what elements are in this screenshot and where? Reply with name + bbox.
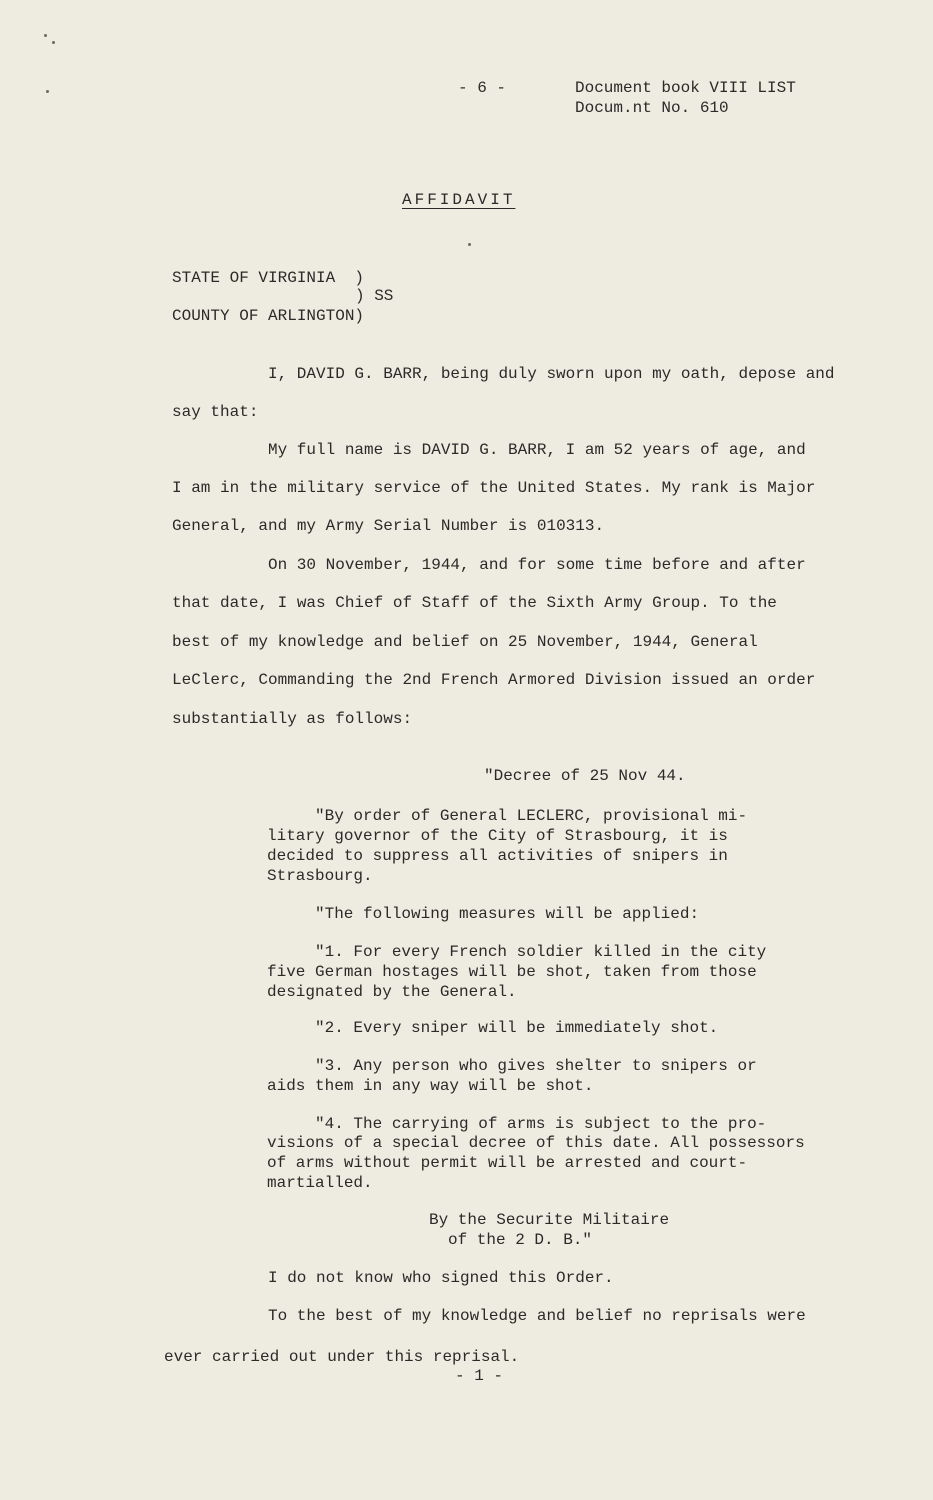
scan-speck <box>46 90 49 93</box>
decree-line: martialled. <box>267 1174 373 1192</box>
decree-line: aids them in any way will be shot. <box>267 1077 594 1095</box>
page-marker: - 6 - <box>458 79 507 97</box>
document-number: Docum.nt No. 610 <box>575 99 729 117</box>
decree-line: Strasbourg. <box>267 867 373 885</box>
venue-county: COUNTY OF ARLINGTON) <box>172 307 365 325</box>
closing-line: To the best of my knowledge and belief no reprisals were <box>268 1307 806 1325</box>
document-book: Document book VIII LIST <box>575 79 796 97</box>
body-line: I, DAVID G. BARR, being duly sworn upon my oath, depose and <box>268 365 835 383</box>
decree-line: "1. For every French soldier killed in the city <box>315 943 767 961</box>
body-line: say that: <box>172 403 259 421</box>
decree-line: designated by the General. <box>267 983 517 1001</box>
decree-line: five German hostages will be shot, taken from those <box>267 963 757 981</box>
decree-line: decided to suppress all activities of snipers in <box>267 847 728 865</box>
closing-line: I do not know who signed this Order. <box>268 1269 614 1287</box>
venue-ss: ) SS <box>355 287 394 305</box>
scan-speck <box>52 41 55 44</box>
decree-signature: of the 2 D. B." <box>448 1231 593 1249</box>
decree-heading: "Decree of 25 Nov 44. <box>484 767 686 785</box>
scan-speck <box>44 34 47 37</box>
body-line: LeClerc, Commanding the 2nd French Armored Division issued an order <box>172 671 816 689</box>
decree-signature: By the Securite Militaire <box>429 1211 670 1229</box>
body-line: best of my knowledge and belief on 25 November, 1944, General <box>172 633 758 651</box>
scan-speck <box>468 243 471 246</box>
closing-line: ever carried out under this reprisal. <box>164 1348 520 1366</box>
decree-line: litary governor of the City of Strasbourg, it is <box>267 827 728 845</box>
body-line: I am in the military service of the United States. My rank is Major <box>172 479 816 497</box>
decree-line: "3. Any person who gives shelter to snipers or <box>315 1057 757 1075</box>
body-line: On 30 November, 1944, and for some time before and after <box>268 556 806 574</box>
body-line: General, and my Army Serial Number is 010313. <box>172 517 605 535</box>
decree-line: "4. The carrying of arms is subject to the pro- <box>315 1115 767 1133</box>
decree-line: of arms without permit will be arrested and court- <box>267 1154 748 1172</box>
page-footer: - 1 - <box>455 1367 504 1385</box>
decree-line: visions of a special decree of this date. All possessors <box>267 1134 805 1152</box>
decree-line: "By order of General LECLERC, provisional mi- <box>315 807 748 825</box>
body-line: that date, I was Chief of Staff of the Sixth Army Group. To the <box>172 594 777 612</box>
body-line: My full name is DAVID G. BARR, I am 52 years of age, and <box>268 441 806 459</box>
decree-line: "The following measures will be applied: <box>315 905 700 923</box>
body-line: substantially as follows: <box>172 710 413 728</box>
decree-line: "2. Every sniper will be immediately shot. <box>315 1019 719 1037</box>
document-title: AFFIDAVIT <box>402 191 516 209</box>
venue-state: STATE OF VIRGINIA ) <box>172 269 365 287</box>
